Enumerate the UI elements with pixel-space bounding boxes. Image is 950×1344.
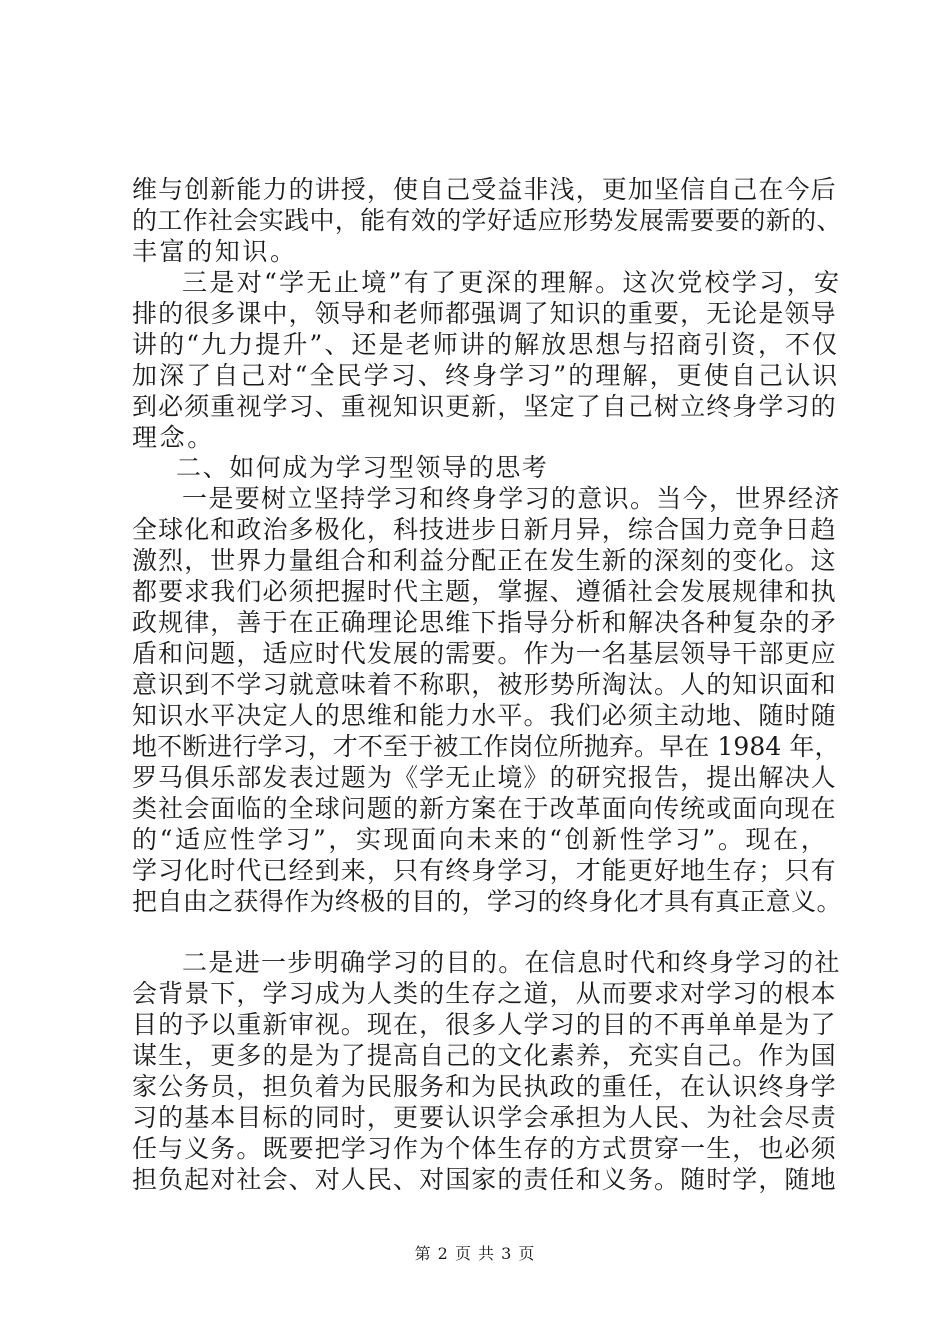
- text-line: 盾和问题，适应时代发展的需要。作为一名基层领导干部更应: [132, 639, 837, 669]
- text-line: 会背景下，学习成为人类的生存之道，从而要求对学习的根本: [132, 979, 837, 1009]
- text-line: 排的很多课中，领导和老师都强调了知识的重要，无论是领导: [132, 298, 837, 328]
- text-line: 三是对“学无止境”有了更深的理解。这次党校学习，安: [182, 267, 842, 297]
- text-line: 把自由之获得作为终极的目的，学习的终身化才具有真正意义。: [132, 886, 842, 916]
- page-number-footer: 第 2 页 共 3 页: [414, 1244, 536, 1263]
- text-line: 到必须重视学习、重视知识更新，坚定了自己树立终身学习的: [132, 391, 837, 421]
- text-line: 全球化和政治多极化，科技进步日新月异，综合国力竞争日趋: [132, 515, 837, 545]
- text-line: 的“适应性学习”，实现面向未来的“创新性学习”。现在，: [132, 824, 829, 854]
- text-line: 地不断进行学习，才不至于被工作岗位所抛弃。早在 1984 年，: [132, 731, 840, 761]
- text-line: 的工作社会实践中，能有效的学好适应形势发展需要要的新的、: [132, 205, 842, 235]
- text-line: 加深了自己对“全民学习、终身学习”的理解，更使自己认识: [132, 360, 840, 390]
- text-line: 知识水平决定人的思维和能力水平。我们必须主动地、随时随: [132, 700, 837, 730]
- text-line: 二是进一步明确学习的目的。在信息时代和终身学习的社: [182, 948, 841, 978]
- text-line: 丰富的知识。: [132, 236, 298, 266]
- text-line: 担负起对社会、对人民、对国家的责任和义务。随时学，随地: [132, 1165, 837, 1194]
- text-line: 一是要树立坚持学习和终身学习的意识。当今，世界经济: [182, 484, 841, 514]
- text-line: 激烈，世界力量组合和利益分配正在发生新的深刻的变化。这: [132, 546, 837, 576]
- text-line: 任与义务。既要把学习作为个体生存的方式贯穿一生，也必须: [132, 1134, 837, 1164]
- text-line: 理念。: [132, 422, 215, 452]
- text-line: 谋生，更多的是为了提高自己的文化素养，充实自己。作为国: [132, 1041, 837, 1071]
- text-line: 意识到不学习就意味着不称职，被形势所淘汰。人的知识面和: [132, 670, 837, 699]
- text-line: 学习化时代已经到来，只有终身学习，才能更好地生存；只有: [132, 855, 837, 885]
- text-line: 类社会面临的全球问题的新方案在于改革面向传统或面向现在: [132, 793, 837, 823]
- text-line: 目的予以重新审视。现在，很多人学习的目的不再单单是为了: [132, 1010, 837, 1040]
- section-heading: 二、如何成为学习型领导的思考: [176, 453, 549, 483]
- text-line: 都要求我们必须把握时代主题，掌握、遵循社会发展规律和执: [132, 577, 837, 607]
- text-line: 维与创新能力的讲授，使自己受益非浅，更加坚信自己在今后: [132, 175, 837, 204]
- text-line: 家公务员，担负着为民服务和为民执政的重任，在认识终身学: [132, 1072, 837, 1102]
- text-line: 讲的“九力提升”、还是老师讲的解放思想与招商引资，不仅: [132, 329, 840, 359]
- text-line: 习的基本目标的同时，更要认识学会承担为人民、为社会尽责: [132, 1103, 837, 1133]
- text-line: 政规律，善于在正确理论思维下指导分析和解决各种复杂的矛: [132, 608, 837, 638]
- text-line: 罗马俱乐部发表过题为《学无止境》的研究报告，提出解决人: [132, 762, 837, 792]
